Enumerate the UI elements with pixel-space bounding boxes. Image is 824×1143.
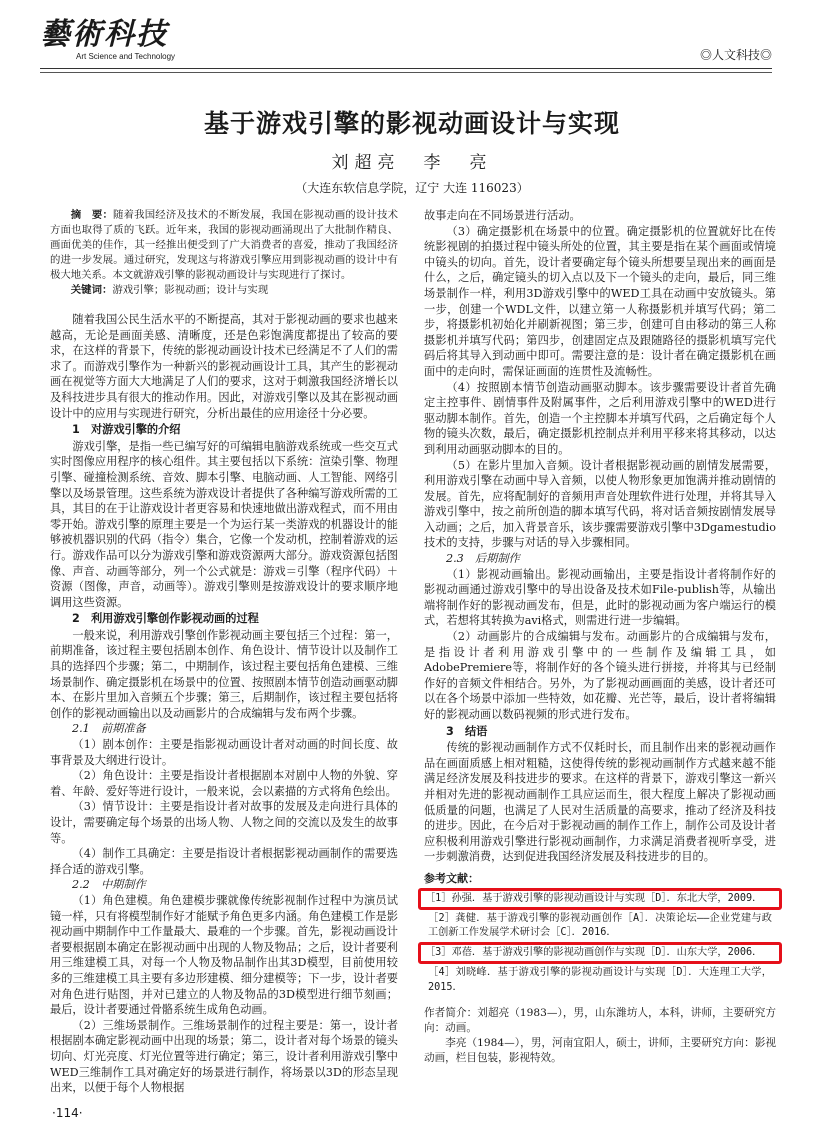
author-info-line: 李亮（1984—），男，河南宜阳人，硕士，讲师，主要研究方向：影视动画，栏目包装，影视特效。 — [424, 1036, 776, 1064]
journal-logo-cn: 藝術科技 — [40, 17, 168, 52]
intro-paragraph: 随着我国公民生活水平的不断提高，其对于影视动画的要求也越来越高，无论是画面美感、清晰度，还是色彩饱满度都提出了较高的要求，在这样的背景下，传统的影视动画设计技术已经满足不了人们的需求了。而游戏引擎作为一种新兴的影视动画设计工具，其产生的影视动画在视觉等方面大大地满足了人们的要求，这对于刺激我国经济增长以及科技进步具有很大的推动作用。因此，对游戏引擎以及其在影视动画设计中的应用与实现进行研究，分析出最佳的应用途径十分必要。 — [50, 313, 398, 420]
body-paragraph: （3）情节设计：主要是指设计者对故事的发展及走向进行具体的设计，需要确定每个场景的出场人物、人物之间的交流以及发生的故事等。 — [50, 800, 398, 845]
references-title: 参考文献： — [424, 871, 479, 885]
journal-logo-en: Art Science and Technology — [76, 52, 176, 61]
body-paragraph: 故事走向在不同场景进行活动。 — [424, 209, 581, 222]
reference-item: ［4］刘晓峰．基于游戏引擎的影视动画设计与实现［D］．大连理工大学，2015． — [428, 967, 772, 993]
header-rule — [40, 68, 772, 69]
author-info-line: 作者简介：刘超亮（1983—），男，山东潍坊人，本科，讲师，主要研究方向：动画。 — [424, 1006, 776, 1034]
body-paragraph: 传统的影视动画制作方式不仅耗时长，而且制作出来的影视动画作品在画面质感上相对粗糙，这使得传统的影视动画制作方式越来越不能满足经济发展及科技进步的要求。在这样的背景下，游戏引擎这一新兴并相对先进的影视动画制作工具应运而生，很大程度上解决了影视动画低质量的问题，也满足了人民对生活质量的高要求，推动了经济及科技的进步。因此，在今后对于影视动画的制作工作上，制作公司及设计者应积极利用游戏引擎进行影视动画制作，力求满足消费者视听享受，进一步刺激消费，达到促进我国经济发展及科技进步的目的。 — [424, 741, 776, 864]
reference-item-highlighted: ［1］孙强．基于游戏引擎的影视动画设计与实现［D］．东北大学，2009． — [418, 888, 782, 910]
body-paragraph: （1）角色建模。角色建模步骤就像传统影视制作过程中为演员试镜一样，只有将模型制作好才能赋予角色更多内涵。角色建模工作是影视动画中期制作中工作量最大、最难的一个步骤。首先，影视动画设计者要根据剧本确定在影视动画中出现的人物及物品；之后，设计者要利用三维建模工具，对每一个人物及物品制作出其3D模型，目前使用较多的三维建模工具主要有多边形建模、细分建模等；下一步，设计者要对角色进行贴图，并对已建立的人物及物品的3D模型进行细节刻画；最后，设计者要通过骨骼系统生成角色动画。 — [50, 893, 398, 1017]
subsection-heading: 2.1 前期准备 — [72, 722, 146, 736]
reference-item: ［2］龚健．基于游戏引擎的影视动画创作［A］．决策论坛——企业党建与政工创新工作发展学术研讨会［C］．2016． — [428, 912, 772, 938]
keywords-text: 游戏引擎；影视动画；设计与实现 — [112, 284, 269, 296]
body-paragraph: （2）动画影片的合成编辑与发布。动画影片的合成编辑与发布，是指设计者利用游戏引擎中的一些制作及编辑工具，如AdobePremiere等，将制作好的各个镜头进行拼接，并将其与已经制作好的音频文件相结合。另外，为了影视动画画面的美感，设计者还可以在各个场景中添加一些特效，如花瓣、光芒等，最后，设计者将编辑好的影视动画以数码视频的形式进行发布。 — [424, 630, 776, 721]
section-tag: ◎人文科技◎ — [699, 48, 772, 62]
body-paragraph: （3）确定摄影机在场景中的位置。确定摄影机的位置就好比在传统影视剧的拍摄过程中镜头所处的位置，其主要是指在某个画面或情境中镜头的切向。首先，设计者要确定每个镜头所想要呈现出来的画面是什么，之后，确定镜头的切入点以及下一个镜头的走向，最后，同三维场景制作一样，利用3D游戏引擎中的WED工具在动画中安放镜头。第一步，创建一个WDL文件，以建立第一人称摄影机并填写代码；第二步，将摄影机初始化并刷新视图；第三步，创建可自由移动的第三人称摄影机并填写代码；第四步，创建固定点及跟随路径的摄影机填写完代码后将其导入到动画中即可。需要注意的是：设计者在确定摄影机在画面中的走向时，需保证画面的连贯性及流畅性。 — [424, 224, 776, 378]
abstract — [50, 208, 398, 298]
body-paragraph: （4）按照剧本情节创造动画驱动脚本。该步骤需要设计者首先确定主控事件、剧情事件及附属事件，之后利用游戏引擎中的WED进行驱动脚本制作。首先，创造一个主控脚本并填写代码，之后确定每个人物的镜头次数，最后，确定摄影机控制点并利用平移来将其移动，以达到利用动画驱动脚本的目的。 — [424, 380, 776, 456]
body-paragraph: 游戏引擎，是指一些已编写好的可编辑电脑游戏系统或一些交互式实时图像应用程序的核心组件。其主要包括以下系统：渲染引擎、物理引擎、碰撞检测系统、音效、脚本引擎、电脑动画、人工智能、网络引擎以及场景管理。这些系统为游戏设计者提供了各种编写游戏所需的工具，其目的在于让游戏设计者更容易和快速地做出游戏程式，而不用由零开始。游戏引擎的原理主要是一个为运行某一类游戏的机器设计的能够被机器识别的代码（指令）集合，它像一个发动机，控制着游戏的运行。游戏作品可以分为游戏引擎和游戏资源两大部分。游戏资源包括图像、声音、动画等部分，列一个公式就是：游戏＝引擎（程序代码）＋资源（图像，声音，动画等）。游戏引擎则是按游戏设计的要求顺序地调用这些资源。 — [50, 439, 398, 609]
body-paragraph: （2）角色设计：主要是指设计者根据剧本对剧中人物的外貌、穿着、年龄、爱好等进行设计，一般来说，会以素描的方式将角色绘出。 — [50, 769, 398, 798]
keywords-label: 关键词： — [70, 284, 113, 296]
body-paragraph: （1）剧本创作：主要是指影视动画设计者对动画的时间长度、故事背景及大纲进行设计。 — [50, 738, 398, 767]
article-authors: 刘超亮 李 亮 — [331, 153, 493, 173]
abstract-text: 随着我国经济及技术的不断发展，我国在影视动画的设计技术方面也取得了质的飞跃。近年来，我国的影视动画涌现出了大批制作精良、画面优美的佳作，其一经推出便受到了广大消费者的喜爱，推动了我国经济的进一步发展。通过研究，发现这与将游戏引擎应用到影视动画的设计中有极大地关系。本文就游戏引擎的影视动画设计与实现进行了探讨。 — [50, 209, 399, 281]
article-affiliation: （大连东软信息学院，辽宁 大连 116023） — [295, 181, 529, 195]
page-number: ·114· — [52, 1106, 83, 1120]
body-paragraph: （4）制作工具确定：主要是指设计者根据影视动画制作的需要选择合适的游戏引擎。 — [50, 847, 398, 876]
header-rule-thin — [40, 72, 772, 73]
author-info — [424, 1006, 776, 1066]
section-heading: 3 结语 — [446, 724, 488, 738]
abstract-label: 摘 要： — [70, 209, 114, 221]
right-column — [424, 208, 776, 1066]
section-heading: 1 对游戏引擎的介绍 — [72, 423, 181, 437]
body-paragraph: 一般来说，利用游戏引擎创作影视动画主要包括三个过程：第一，前期准备，该过程主要包括剧本创作、角色设计、情节设计以及制作工具的选择四个步骤；第二，中期制作，该过程主要包括角色建模、三维场景制作、确定摄影机在场景中的位置、按照剧本情节创造动画驱动脚本、在影片里加入音频五个步骤；第三，后期制作，该过程主要包括将创作的影视动画输出以及动画影片的合成编辑与发布两个步骤。 — [50, 628, 398, 720]
journal-logo — [40, 18, 175, 62]
body-paragraph: （2）三维场景制作。三维场景制作的过程主要是：第一，设计者根据剧本确定影视动画中出现的场景；第二，设计者对每个场景的镜头切向、灯光亮度、灯光位置等进行确定；第三，设计者利用游戏引擎中WED三维制作工具对确定好的场景进行制作，将场景以3D的形态呈现出来，以便于每个人物根据 — [50, 1018, 398, 1095]
body-paragraph: （1）影视动画输出。影视动画输出，主要是指设计者将制作好的影视动画通过游戏引擎中的导出设备及技术如File-publish等，从输出端将制作好的影视动画发布，但是，此时的影视动画为客户端运行的模式，若想将其转换为avi格式，则需进行进一步编辑。 — [424, 567, 776, 628]
subsection-heading: 2.3 后期制作 — [446, 552, 520, 566]
subsection-heading: 2.2 中期制作 — [72, 878, 146, 892]
body-paragraph: （5）在影片里加入音频。设计者根据影视动画的剧情发展需要，利用游戏引擎在动画中导入音频，以使人物形象更加饱满并推动剧情的发展。首先，应将配制好的音频用声音处理软件进行处理，并将其导入游戏引擎中，按之前所创造的脚本填写代码，将对话音频按剧情发展导入动画；之后，加入背景音乐，该步骤需要游戏引擎中3Dgamestudio技术的支持，步骤与对话的导入步骤相同。 — [424, 458, 776, 550]
section-heading: 2 利用游戏引擎创作影视动画的过程 — [72, 612, 259, 626]
reference-item-highlighted: ［3］邓蓓．基于游戏引擎的影视动画创作与实现［D］．山东大学，2006． — [418, 942, 782, 964]
journal-header — [40, 18, 772, 66]
left-column — [50, 208, 398, 1096]
article-title: 基于游戏引擎的影视动画设计与实现 — [203, 109, 620, 138]
